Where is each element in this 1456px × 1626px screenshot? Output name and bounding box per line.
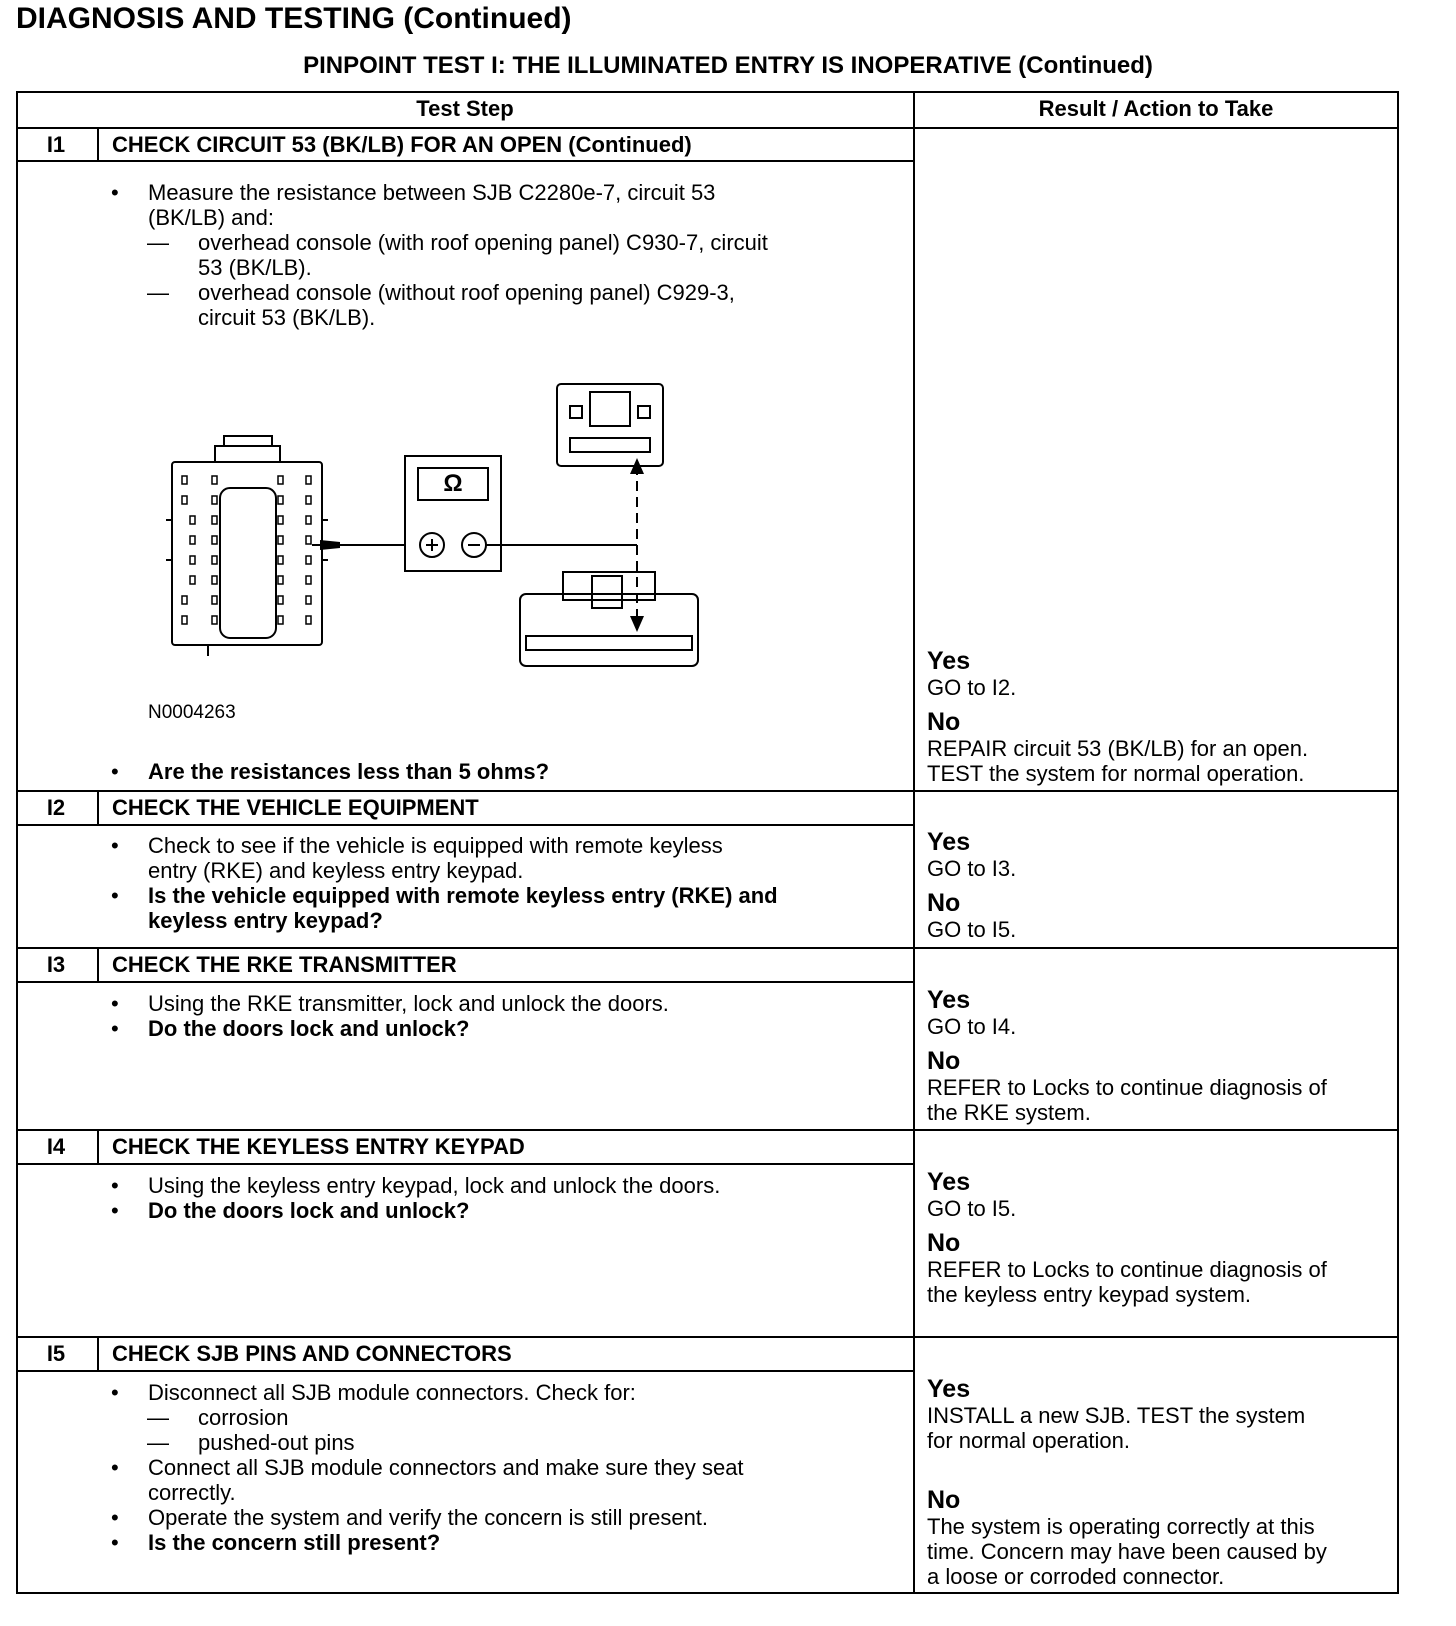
yes-label: Yes — [927, 647, 971, 675]
no-action: The system is operating correctly at this — [927, 1514, 1315, 1539]
no-label: No — [927, 708, 961, 736]
step-id: I4 — [46, 1134, 66, 1159]
step-line: entry (RKE) and keyless entry keypad. — [148, 858, 524, 883]
no-action: GO to I5. — [927, 917, 1017, 942]
yes-action: for normal operation. — [927, 1428, 1130, 1453]
yes-label: Yes — [927, 1168, 971, 1196]
yes-action: GO to I3. — [927, 856, 1017, 881]
table-title: PINPOINT TEST I: THE ILLUMINATED ENTRY IS INOPERATIVE (Continued) — [303, 52, 1153, 79]
dash: — — [147, 280, 169, 305]
step-line: Check to see if the vehicle is equipped with remote keyless — [148, 833, 723, 858]
step-title: CHECK THE KEYLESS ENTRY KEYPAD — [112, 1134, 525, 1159]
bullet: • — [111, 1198, 119, 1223]
header-test-step: Test Step — [416, 96, 514, 121]
no-action: time. Concern may have been caused by — [927, 1539, 1327, 1564]
no-action: TEST the system for normal operation. — [927, 761, 1305, 786]
step-id: I2 — [46, 795, 66, 820]
bullet: • — [111, 883, 119, 908]
bullet: • — [111, 1380, 119, 1405]
no-label: No — [927, 1486, 961, 1514]
no-action: the RKE system. — [927, 1100, 1091, 1125]
page-title: DIAGNOSIS AND TESTING (Continued) — [16, 2, 572, 35]
yes-action: GO to I5. — [927, 1196, 1017, 1221]
step-line: circuit 53 (BK/LB). — [198, 305, 376, 330]
step-line: overhead console (without roof opening panel) C929-3, — [198, 280, 735, 305]
bullet: • — [111, 1455, 119, 1480]
ohm-symbol: Ω — [443, 470, 463, 497]
step-line: (BK/LB) and: — [148, 205, 274, 230]
header-result: Result / Action to Take — [1038, 96, 1274, 121]
step-id: I3 — [46, 952, 66, 977]
step-question: Do the doors lock and unlock? — [148, 1016, 470, 1041]
step-title: CHECK SJB PINS AND CONNECTORS — [112, 1341, 512, 1366]
step-question: Is the concern still present? — [148, 1530, 441, 1555]
dash: — — [147, 1405, 169, 1430]
bullet: • — [111, 1173, 119, 1198]
figure-id: N0004263 — [148, 702, 236, 723]
connector-resistance-diagram — [160, 380, 740, 700]
bullet: • — [111, 180, 119, 205]
step-id: I5 — [46, 1341, 66, 1366]
yes-action: GO to I2. — [927, 675, 1017, 700]
step-line: Measure the resistance between SJB C2280e-7, circuit 53 — [148, 180, 716, 205]
step-line: Disconnect all SJB module connectors. Check for: — [148, 1380, 636, 1405]
step-line: 53 (BK/LB). — [198, 255, 312, 280]
step-line: Connect all SJB module connectors and make sure they seat — [148, 1455, 744, 1480]
step-title: CHECK THE RKE TRANSMITTER — [112, 952, 457, 977]
step-title: CHECK CIRCUIT 53 (BK/LB) FOR AN OPEN (Continued) — [112, 132, 692, 157]
step-line: Using the RKE transmitter, lock and unlock the doors. — [148, 991, 669, 1016]
dash: — — [147, 1430, 169, 1455]
no-action: the keyless entry keypad system. — [927, 1282, 1252, 1307]
bullet: • — [111, 1505, 119, 1530]
bullet: • — [111, 833, 119, 858]
no-action: REFER to Locks to continue diagnosis of — [927, 1075, 1327, 1100]
step-line: Operate the system and verify the concern is still present. — [148, 1505, 709, 1530]
step-question: Is the vehicle equipped with remote keyless entry (RKE) and — [148, 883, 778, 908]
yes-label: Yes — [927, 828, 971, 856]
bullet: • — [111, 1016, 119, 1041]
yes-label: Yes — [927, 1375, 971, 1403]
no-label: No — [927, 889, 961, 917]
step-id: I1 — [46, 132, 66, 157]
no-label: No — [927, 1047, 961, 1075]
step-line: overhead console (with roof opening panel) C930-7, circuit — [198, 230, 768, 255]
bullet: • — [111, 1530, 119, 1555]
step-line: pushed-out pins — [198, 1430, 355, 1455]
bullet: • — [111, 991, 119, 1016]
yes-label: Yes — [927, 986, 971, 1014]
step-line: correctly. — [148, 1480, 236, 1505]
step-title: CHECK THE VEHICLE EQUIPMENT — [112, 795, 479, 820]
no-label: No — [927, 1229, 961, 1257]
step-question: Are the resistances less than 5 ohms? — [148, 759, 550, 784]
no-action: a loose or corroded connector. — [927, 1564, 1225, 1589]
step-line: Using the keyless entry keypad, lock and unlock the doors. — [148, 1173, 721, 1198]
step-line: corrosion — [198, 1405, 289, 1430]
no-action: REFER to Locks to continue diagnosis of — [927, 1257, 1327, 1282]
yes-action: GO to I4. — [927, 1014, 1017, 1039]
step-question: Do the doors lock and unlock? — [148, 1198, 470, 1223]
bullet: • — [111, 759, 119, 784]
no-action: REPAIR circuit 53 (BK/LB) for an open. — [927, 736, 1309, 761]
dash: — — [147, 230, 169, 255]
yes-action: INSTALL a new SJB. TEST the system — [927, 1403, 1306, 1428]
step-question: keyless entry keypad? — [148, 908, 383, 933]
